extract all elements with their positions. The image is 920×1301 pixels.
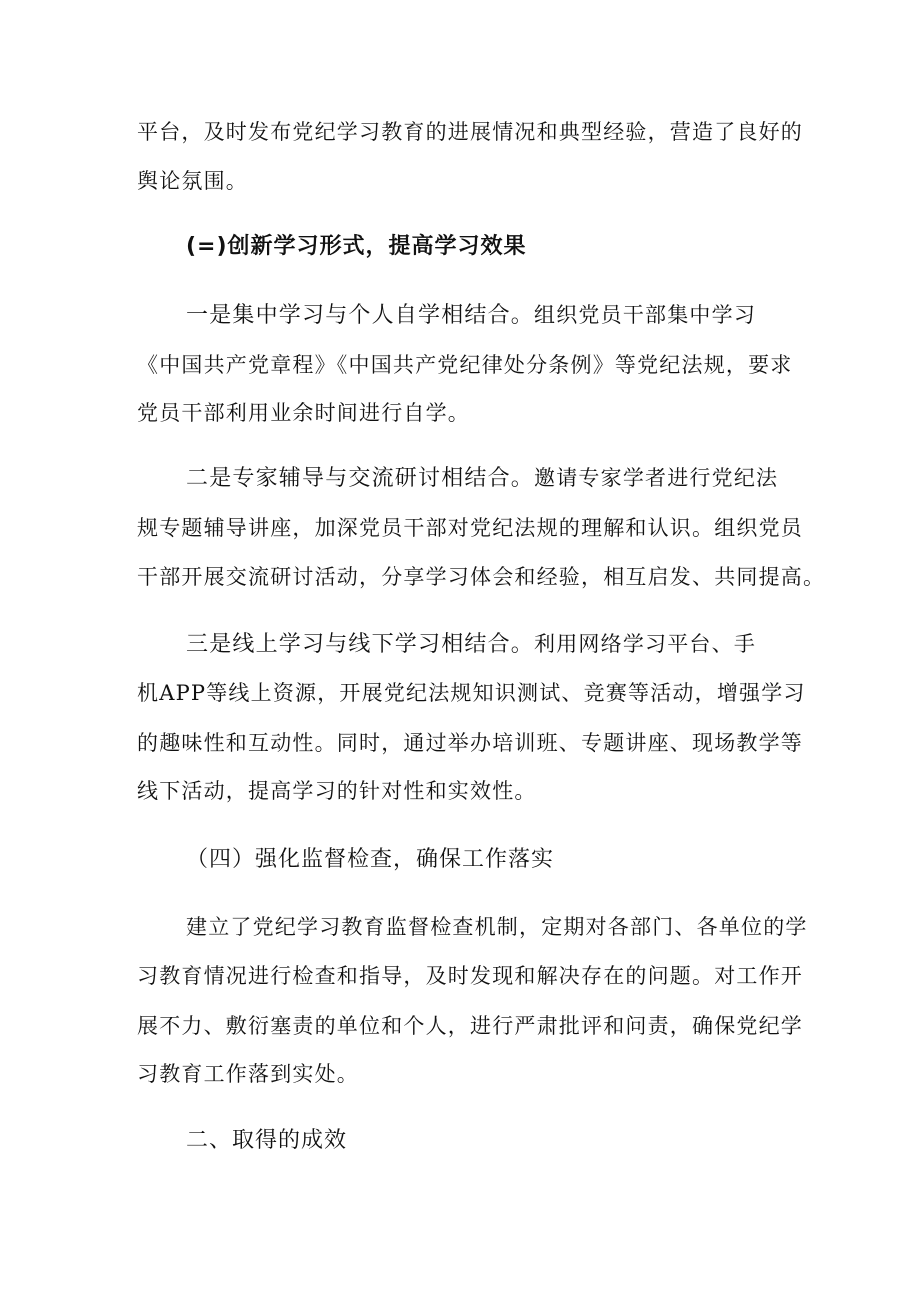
paragraph-line [186, 463, 778, 494]
paragraph-line: 机APP等线上资源，开展党纪法规知识测试、竞赛等活动，增强学习 [137, 681, 806, 705]
paragraph-line: 习教育工作落到实处。 [137, 1062, 359, 1086]
section-heading-4: （四）强化监督检查，确保工作落实 [186, 847, 555, 872]
paragraph-text: 组织党员干部集中学习 [534, 303, 757, 327]
part-heading-2: 二、取得的成效 [186, 1128, 348, 1153]
paragraph-line: 展不力、敷衍塞责的单位和个人，进行严肃批评和问责，确保党纪学 [137, 1014, 803, 1038]
paragraph-line: 习教育情况进行检查和指导，及时发现和解决存在的问题。对工作开 [137, 964, 803, 988]
paragraph-line: 平台，及时发布党纪学习教育的进展情况和典型经验，营造了良好的 [137, 120, 803, 144]
section-heading-3: (=)创新学习形式，提高学习效果 [186, 234, 527, 259]
paragraph-line [186, 629, 756, 660]
paragraph-lead: 二是专家辅导与交流研讨相结合。 [186, 466, 535, 491]
paragraph-line: 的趣味性和互动性。同时，通过举办培训班、专题讲座、现场教学等 [137, 731, 803, 755]
paragraph-line: 规专题辅导讲座，加深党员干部对党纪法规的理解和认识。组织党员 [137, 516, 803, 540]
paragraph-lead: 一是集中学习与个人自学相结合。 [186, 303, 535, 328]
paragraph-lead: 三是线上学习与线下学习相结合。 [186, 632, 535, 657]
paragraph-line: 舆论氛围。 [137, 169, 248, 193]
paragraph-line: 线下活动，提高学习的针对性和实效性。 [137, 779, 537, 803]
paragraph-text: 利用网络学习平台、手 [534, 632, 757, 656]
paragraph-line [186, 300, 756, 331]
paragraph-line: 干部开展交流研讨活动，分享学习体会和经验，相互启发、共同提高。 [137, 565, 826, 589]
paragraph-line: 《中国共产党章程》《中国共产党纪律处分条例》等党纪法规，要求 [137, 353, 793, 377]
paragraph-line: 党员干部利用业余时间进行自学。 [137, 401, 470, 425]
paragraph-line: 建立了党纪学习教育监督检查机制，定期对各部门、各单位的学 [186, 915, 808, 939]
paragraph-text: 邀请专家学者进行党纪法 [534, 466, 779, 490]
